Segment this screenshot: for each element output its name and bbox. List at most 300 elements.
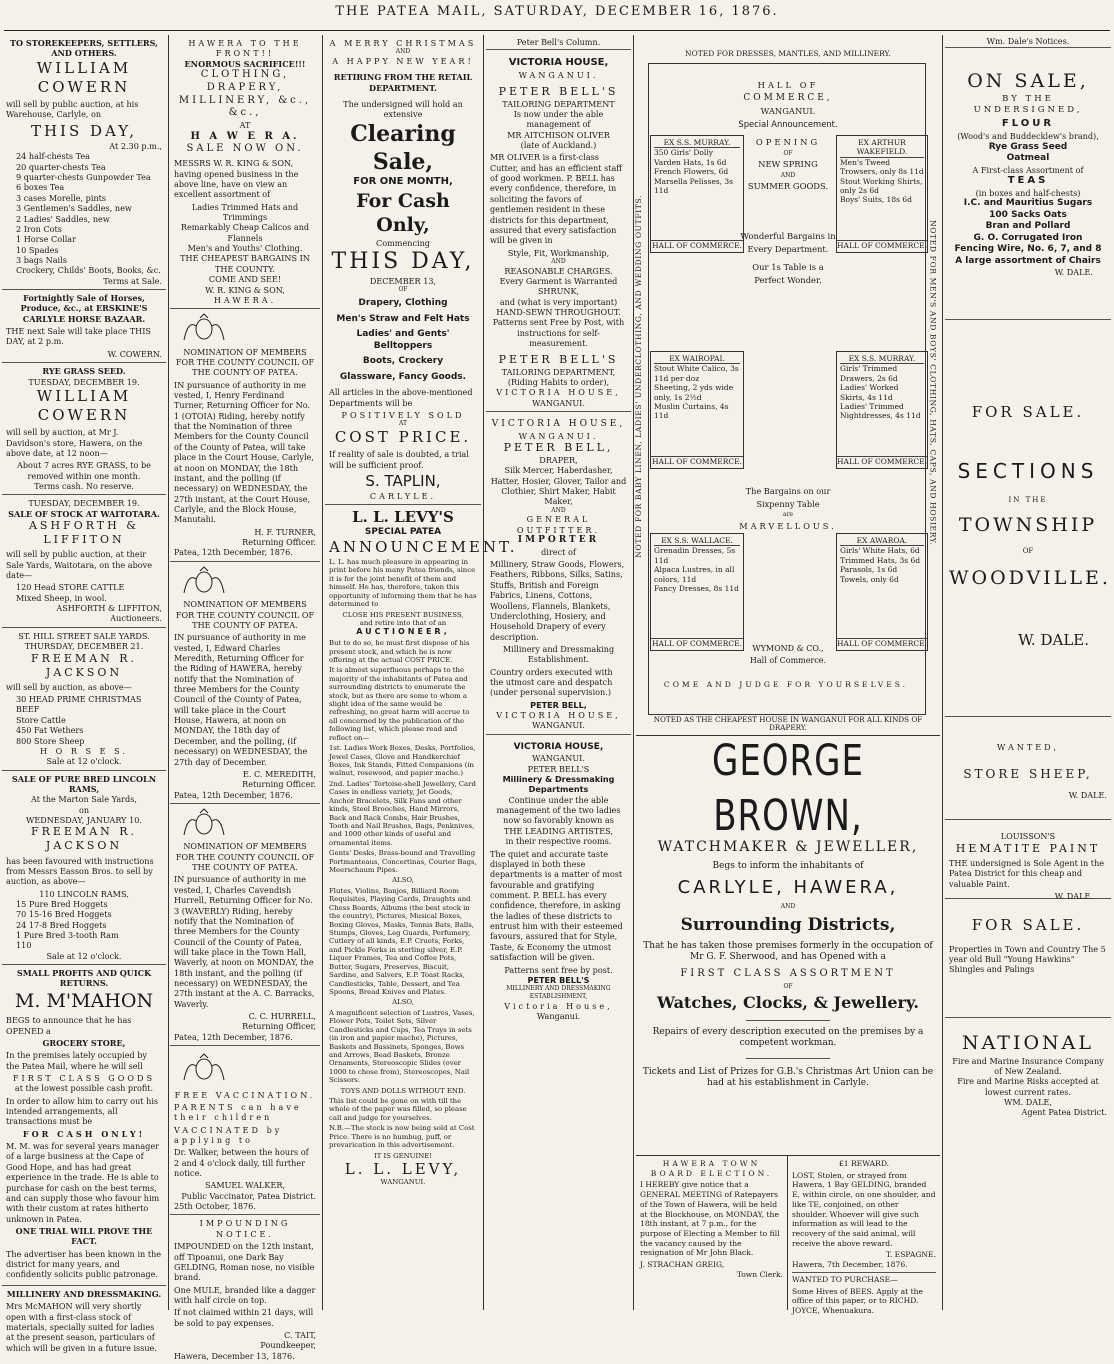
ad-role: Agent Patea District. bbox=[1021, 1107, 1107, 1118]
ad-town: WANGANUI. bbox=[532, 720, 585, 731]
hall-line: The Bargains on our bbox=[745, 486, 831, 496]
ad-item: 3 bags Nails bbox=[16, 254, 67, 265]
box-foot: HALL OF COMMERCE. bbox=[837, 456, 928, 466]
ad-item: STORE SHEEP, bbox=[963, 766, 1093, 781]
ad-place: At the Marton Sale Yards, bbox=[31, 794, 137, 805]
ad-day: THIS DAY, bbox=[30, 121, 138, 140]
ad-charges: REASONABLE CHARGES. bbox=[504, 265, 613, 276]
coat-of-arms-icon bbox=[174, 314, 234, 342]
ad-title: ST. HILL STREET SALE YARDS. bbox=[18, 630, 150, 641]
column-1 bbox=[2, 35, 166, 1353]
ad-line: POSITIVELY SOLD bbox=[341, 409, 465, 420]
ad-signature: W. COWERN. bbox=[107, 348, 162, 359]
ad-auct: AUCTIONEER, bbox=[356, 627, 450, 637]
ad-item: Rye Grass Seed bbox=[988, 141, 1068, 152]
ad-body: It is almost superfluous perhaps to the majority of the inhabitants of Patea and surrounding districts to enumerate the stock, but as there are some to whom a slight idea of the same would be refreshing, no great harm will accrue to all concerned by the publication of the following list, which please read and reflect on— bbox=[329, 666, 470, 742]
ad-line: CLOSE HIS PRESENT BUSINESS, bbox=[342, 610, 464, 619]
hall-line: Our 1s Table is a bbox=[752, 262, 824, 273]
ad-signature: Victoria House, bbox=[504, 1000, 613, 1011]
hall-line: OF bbox=[783, 149, 793, 157]
box-line: Stout Working Shirts, only 2s 6d bbox=[840, 176, 923, 195]
hall-box bbox=[650, 135, 744, 253]
ad-body: THE undersigned is Sole Agent in the Patea District for this cheap and valuable Paint. bbox=[949, 857, 1105, 889]
ad-signature: VICTORIA HOUSE, bbox=[496, 387, 621, 398]
ad-headline: For Cash Only, bbox=[356, 189, 450, 237]
ad-date: WEDNESDAY, JANUARY 10. bbox=[26, 815, 142, 826]
ad-ann: ANNOUNCEMENT. bbox=[329, 537, 518, 556]
ad-item: I.C. and Mauritius Sugars bbox=[963, 198, 1093, 209]
ad-impounding bbox=[170, 1215, 320, 1364]
ad-millinery bbox=[2, 1286, 166, 1358]
hall-line: WYMOND & CO., bbox=[752, 644, 824, 653]
hall-box bbox=[836, 135, 928, 253]
ad-title: TO STOREKEEPERS, SETTLERS, AND OTHERS. bbox=[10, 38, 158, 59]
ad-item: Ladies Trimmed Hats and Trimmings bbox=[191, 201, 299, 223]
ad-terms: Terms at Sale. bbox=[103, 275, 162, 286]
ad-title: NATIONAL bbox=[961, 1032, 1095, 1055]
ad-line: Tickets and List of Prizes for G.B.'s Christmas Art Union can be had at his establishment in Carlyle. bbox=[642, 1066, 934, 1089]
ad-terms: Terms cash. No reserve. bbox=[34, 481, 134, 492]
ad-genuine: IT IS GENUINE! bbox=[373, 1151, 433, 1160]
ad-town-board bbox=[636, 1155, 788, 1310]
ad-in: IN THE bbox=[1008, 496, 1048, 505]
ad-brand: (Wood's and Buddecklew's brand), bbox=[957, 131, 1099, 142]
ad-line: A HAPPY NEW YEAR! bbox=[332, 56, 474, 67]
ad-title: VICTORIA HOUSE, bbox=[513, 741, 604, 752]
ad-body: MESSRS W. R. KING & SON, having opened business in the above line, have on view an excellent assortment of bbox=[174, 158, 299, 200]
ad-signature: T. ESPAGNE. bbox=[885, 1250, 936, 1260]
ad-line: Repairs of every description executed on the premises by a competent workman. bbox=[652, 1026, 924, 1049]
hall-center bbox=[736, 79, 840, 287]
ad-also: ALSO, bbox=[392, 876, 414, 885]
ad-line: OF bbox=[398, 286, 408, 294]
ad-body: In the premises lately occupied by the Patea Mail, where he will sell bbox=[6, 1050, 147, 1071]
ad-item: A First-class Assortment of bbox=[972, 164, 1084, 175]
box-line: Muslin Curtains, 4s 11d bbox=[654, 401, 729, 421]
ad-role: Returning Officer, bbox=[242, 1021, 316, 1032]
hall-line: Sixpenny Table bbox=[756, 498, 820, 509]
ad-mmahon bbox=[2, 965, 166, 1286]
box-line: Fancy Dresses, 8s 11d bbox=[654, 583, 739, 593]
ad-line: AND bbox=[780, 903, 796, 911]
ad-sub: ENORMOUS SACRIFICE!!! bbox=[184, 58, 306, 69]
ad-headline: Clearing Sale, bbox=[350, 120, 456, 175]
ad-vaccination bbox=[170, 1046, 320, 1215]
ad-line: FIRST CLASS ASSORTMENT bbox=[680, 967, 896, 979]
ad-body: MR OLIVER is a first-class Cutter, and has an efficient staff of good workmen. P. BELL has every confidence, therefore, in soliciting the favors of gentlemen resident in these districts for this department, assured that every satisfaction will be given in bbox=[490, 152, 623, 246]
ad-line: DECEMBER 13, bbox=[369, 276, 437, 287]
ad-item: 2 Iron Cots bbox=[16, 223, 62, 234]
ad-line: and retire into that of an bbox=[359, 618, 447, 627]
ad-mgr: MR AITCHISON OLIVER bbox=[507, 129, 610, 140]
ad-king-son bbox=[170, 35, 320, 309]
ad-body: and (what is very important) bbox=[499, 296, 618, 307]
ad-title: £1 REWARD. bbox=[838, 1159, 890, 1168]
box-line: French Flowers, 6d bbox=[654, 167, 729, 177]
ad-line: A MERRY CHRISTMAS bbox=[329, 38, 477, 48]
ad-body: will sell by public auction, at his Warehouse, Carlyle, on bbox=[6, 99, 139, 120]
ad-body: Fire and Marine Risks accepted at lowest current rates. bbox=[957, 1076, 1099, 1097]
ad-item: 30 HEAD PRIME CHRISTMAS BEEF bbox=[16, 694, 142, 715]
ad-item: Oatmeal bbox=[1006, 153, 1050, 164]
column-2 bbox=[170, 35, 320, 1361]
ad-date: Hawera, 7th December, 1876. bbox=[792, 1260, 908, 1270]
ad-item: Fencing Wire, No. 6, 7, and 8 bbox=[954, 244, 1102, 255]
hall-line: AND bbox=[780, 171, 796, 179]
ad-item: 15 Pure Bred Hoggets bbox=[16, 898, 108, 909]
box-foot: HALL OF COMMERCE. bbox=[837, 240, 928, 250]
ad-come: COME AND SEE! bbox=[208, 274, 282, 285]
box-line: Alpaca Lustres, in all colors, 11d bbox=[654, 565, 735, 584]
ad-waitotara bbox=[2, 495, 166, 627]
ad-item: A large assortment of Chairs bbox=[955, 255, 1101, 266]
ad-dressmaking bbox=[486, 735, 631, 1024]
ad-body: BEGS to announce that he has OPENED a bbox=[6, 1015, 132, 1036]
ad-body: Is now under the able management of bbox=[513, 108, 604, 130]
ad-line: That he has taken those premises formerly in the occupation of Mr G. F. Sherwood, and has Opened with a bbox=[643, 940, 933, 963]
ad-date: 25th October, 1876. bbox=[174, 1201, 256, 1212]
ad-body: N.B.—The stock is now being sold at Cost Price. There is no humbug, puff, or prevarication in this advertisement. bbox=[329, 1124, 475, 1150]
ad-reward bbox=[788, 1155, 940, 1316]
box-ship: EX S.S. WALLACE. bbox=[654, 536, 740, 546]
ad-body: THE next Sale will take place THIS DAY, at 2 p.m. bbox=[6, 326, 151, 347]
ad-teas: TEAS bbox=[1007, 174, 1049, 186]
ad-item: Boots, Crockery bbox=[362, 356, 444, 367]
ad-signature: SAMUEL WALKER, bbox=[204, 1180, 286, 1191]
hall-line: Special Announcement. bbox=[738, 118, 838, 129]
hall-box bbox=[650, 533, 744, 651]
ad-time: Sale at 12 o'clock. bbox=[46, 950, 122, 961]
ad-title: FOR SALE. bbox=[971, 403, 1085, 422]
ad-title: RYE GRASS SEED. bbox=[42, 366, 126, 377]
ad-signature: H. F. TURNER, bbox=[254, 526, 316, 537]
ad-sale: SALE NOW ON. bbox=[186, 143, 304, 155]
ad-title: FREE VACCINATION. bbox=[174, 1089, 316, 1100]
ad-signature: (Riding Habits to order), bbox=[507, 376, 610, 387]
ad-item: 9 quarter-chests Gunpowder Tea bbox=[16, 172, 151, 183]
ad-body: Properties in Town and Country The 5 year old Bull "Young Hawkins" Shingles and Palings bbox=[949, 943, 1106, 975]
hall-line: are bbox=[783, 511, 793, 519]
ad-name: GEORGE BROWN, bbox=[711, 736, 865, 841]
ad-body: Continue under the able management of the two ladies now so favorably known as bbox=[496, 794, 621, 826]
ad-rye-grass bbox=[2, 363, 166, 495]
ad-township: TOWNSHIP bbox=[958, 514, 1098, 537]
ad-item: 120 Head STORE CATTLE bbox=[16, 582, 125, 593]
box-ship: EX S.S. MURRAY. bbox=[840, 354, 924, 364]
box-line: 350 Girls' Dolly Varden Hats, 1s 6d bbox=[654, 148, 727, 167]
noted-right: NOTED FOR MEN'S AND BOYS' CLOTHING, HATS, CAPS, AND HOSIERY. bbox=[928, 220, 938, 546]
ad-lead: WILLIAM COWERN bbox=[36, 58, 132, 96]
ad-item: Bran and Pollard bbox=[985, 221, 1071, 232]
ad-st-hill bbox=[2, 628, 166, 771]
ad-body: A magnificent selection of Lustres, Vases, Flower Pots, Toilet Sets, Silver Candlesticks and Cups, Tea Trays in sets (in iron and papier mache), Pictures, Baskets and Bassinets, Sponges, Bows and Arrows, Bead Baskets, Bronze Ornaments, Stereoscopic Slides (over 1000 to chose from), Stereoscopes, Nail Scissors. bbox=[329, 1008, 475, 1085]
ad-date: TUESDAY, DECEMBER 19. bbox=[28, 376, 140, 387]
hall-line: HALL OF bbox=[757, 80, 819, 90]
ad-title: VICTORIA HOUSE, bbox=[491, 419, 626, 430]
ad-time: At 2.30 p.m., bbox=[109, 141, 162, 151]
ad-item: 1 Pure Bred 3-tooth Ram bbox=[16, 930, 119, 941]
ad-body: Gents' Desks, Brass-bound and Travelling Portmanteaus, Concertinas, Courier Bags, Meerschaum Pipes. bbox=[329, 849, 477, 875]
ad-signature: W. DALE. bbox=[1068, 790, 1107, 801]
ad-line: OF bbox=[783, 982, 793, 990]
divider bbox=[746, 1058, 830, 1059]
ad-role: Public Vaccinator, Patea District. bbox=[181, 1190, 316, 1201]
ad-also: ALSO, bbox=[392, 998, 414, 1007]
ad-item: 450 Fat Wethers bbox=[16, 725, 84, 736]
ad-town: WANGANUI. bbox=[518, 70, 599, 81]
hall-center-lower bbox=[696, 485, 880, 532]
ad-town: CARLYLE, HAWERA, bbox=[677, 877, 899, 899]
hall-line: OPENING bbox=[755, 137, 821, 148]
ad-importer: IMPORTER bbox=[517, 535, 600, 546]
box-ship: EX WAIROPAI. bbox=[654, 354, 740, 364]
ad-name: PETER BELL'S bbox=[498, 84, 619, 98]
ad-headline: THIS DAY, bbox=[331, 248, 475, 274]
ad-signature: C. C. HURRELL, bbox=[248, 1011, 316, 1022]
noted-top: NOTED FOR DRESSES, MANTLES, AND MILLINERY. bbox=[685, 49, 891, 58]
ad-title: SALE OF STOCK AT WAITOTARA. bbox=[8, 508, 160, 519]
ad-line: extensive bbox=[383, 109, 423, 120]
ad-dept: TAILORING DEPARTMENT bbox=[502, 98, 615, 109]
ad-title: MILLINERY AND DRESSMAKING. bbox=[6, 1288, 162, 1299]
column-rule bbox=[483, 35, 484, 1310]
column-6 bbox=[945, 35, 1111, 1310]
ad-pat: Patterns sent free by post. bbox=[504, 964, 613, 975]
ad-role: WATCHMAKER & JEWELLER, bbox=[657, 839, 919, 856]
ad-line: Begs to inform the inhabitants of bbox=[712, 860, 864, 871]
ad-item: 6 boxes Tea bbox=[16, 182, 65, 193]
ad-body: IN pursuance of authority in me vested, I, Charles Cavendish Hurrell, Returning Officer for No. 3 (WAVERLY) Riding, hereby notify that the Nomination of three Members for the County Council of the County of Patea, will take place in the Town Hall, Waverly, at noon on MONDAY, the 18th instant, and the polling (if necessary) on WEDNESDAY, the 27th instant at the A. C. Barracks, Waverly. bbox=[174, 874, 315, 1009]
noted-left: NOTED FOR BABY LINEN, LADIES' UNDERCLOTHING, AND WEDDING OUTFITS. bbox=[634, 195, 643, 558]
ad-signature: WM. DALE, bbox=[1004, 1097, 1052, 1108]
ad-cheap: THE CHEAPEST BARGAINS IN THE COUNTY. bbox=[180, 253, 310, 274]
ad-item: Glassware, Fancy Goods. bbox=[339, 371, 467, 382]
column-rule bbox=[942, 35, 943, 1310]
ad-box: (in boxes and half-chests) bbox=[975, 187, 1081, 198]
ad-signature: E. C. MEREDITH, bbox=[242, 768, 316, 779]
ad-wanted bbox=[792, 1272, 936, 1316]
ad-taplin bbox=[325, 35, 481, 505]
box-line: Stout White Calico, 3s 11d per doz bbox=[654, 364, 739, 383]
ad-body: Patterns sent Free by Post, with instructions for self-measurement. bbox=[492, 317, 625, 349]
ad-item: Men's and Youths' Clothing. bbox=[187, 243, 303, 254]
ad-horse-bazaar bbox=[2, 290, 166, 363]
ad-lead: FREEMAN R. JACKSON bbox=[30, 651, 138, 679]
ad-title: NOMINATION OF MEMBERS FOR THE COUNTY COUNCIL OF THE COUNTY OF PATEA. bbox=[175, 346, 315, 378]
ad-signature: S. TAPLIN, bbox=[365, 471, 441, 490]
box-foot: HALL OF COMMERCE. bbox=[651, 240, 742, 250]
hall-box bbox=[836, 351, 928, 469]
ad-signature: L. L. LEVY, bbox=[344, 1159, 462, 1178]
ad-at: AT bbox=[239, 120, 251, 131]
ad-role: Town Clerk. bbox=[736, 1269, 783, 1279]
column-head: Peter Bell's Column. bbox=[486, 35, 631, 50]
ad-body: 1st. Ladies Work Boxes, Desks, Portfolios, Jewel Cases, Glove and Handkerchief Boxes, Ink Stands, Fitted Companions (in walnut, rosewood, and papier mache.) bbox=[329, 744, 476, 778]
ad-item: Mixed Sheep, in wool. bbox=[16, 592, 107, 603]
ad-item: Men's Straw and Felt Hats bbox=[336, 313, 470, 324]
ad-date: Patea, 12th December, 1876. bbox=[174, 1031, 293, 1042]
ad-line: Commencing bbox=[376, 237, 430, 248]
hall-line: Wonderful Bargains in bbox=[740, 231, 836, 242]
box-line: Trimmed Hats, 3s 6d bbox=[840, 555, 921, 565]
ad-cash: FOR CASH ONLY! bbox=[22, 1128, 146, 1139]
ad-storekeepers bbox=[2, 35, 166, 290]
ad-body: L. L. has much pleasure in appearing in print before his many Patea friends, since it is for the joint benefit of them and himself. He has, therefore, taken this opportunity of informing them that he has determined to bbox=[329, 557, 477, 609]
ad-body: This list could be gone on with till the whole of the paper was filled, so please call and judge for yourselves. bbox=[329, 1097, 467, 1122]
ad-date: Patea, 12th December, 1876. bbox=[174, 789, 293, 800]
ad-signature: W. DALE. bbox=[1054, 890, 1093, 901]
ad-line: AND bbox=[395, 48, 411, 56]
ad-title: ON SALE, bbox=[967, 70, 1089, 93]
column-3 bbox=[325, 35, 518, 1310]
hall-box bbox=[650, 351, 744, 469]
ad-item: G. O. Corrugated Iron bbox=[973, 232, 1083, 243]
ad-line: FOR ONE MONTH, bbox=[353, 176, 453, 188]
ad-signature: PETER BELL, bbox=[530, 699, 587, 710]
ad-item: 20 quarter-chests Tea bbox=[16, 161, 106, 172]
ad-town: WANGANUI. bbox=[380, 1178, 426, 1187]
box-foot: HALL OF COMMERCE. bbox=[651, 456, 742, 466]
ad-title: LOUISSON'S bbox=[1000, 831, 1056, 842]
hall-line: MARVELLOUS. bbox=[739, 520, 837, 531]
ad-signature: MILLINERY AND DRESSMAKING ESTABLISHMENT, bbox=[506, 985, 611, 1000]
ad-line: All articles in the above-mentioned Departments will be bbox=[329, 387, 473, 408]
box-line: Grenadin Dresses, 5s 11d bbox=[654, 546, 736, 565]
ad-and: AND bbox=[551, 506, 566, 514]
ad-by: BY THE UNDERSIGNED, bbox=[973, 93, 1083, 115]
box-foot: HALL OF COMMERCE. bbox=[837, 638, 928, 648]
ad-name: M. M'MAHON bbox=[14, 989, 154, 1012]
ad-date: THURSDAY, DECEMBER 21. bbox=[24, 641, 144, 652]
box-ship: EX S.S. MURRAY. bbox=[654, 138, 740, 148]
ad-head: 110 LINCOLN RAMS. bbox=[39, 888, 129, 899]
ad-body: In order to allow him to carry out his intended arrangements, all transactions must be bbox=[6, 1095, 159, 1127]
ad-title: FOR SALE. bbox=[971, 916, 1085, 935]
ad-body: The advertiser has been known in the district for many years, and confidently solicits public patronage. bbox=[6, 1248, 162, 1280]
ad-item: 24 half-chests Tea bbox=[16, 151, 90, 162]
ad-nomination-otoia bbox=[170, 309, 320, 562]
column-rule bbox=[322, 35, 323, 1310]
ad-item: 100 Sacks Oats bbox=[989, 209, 1067, 220]
ad-sub: SPECIAL PATEA bbox=[364, 526, 442, 537]
ad-direct: direct of bbox=[541, 546, 576, 557]
ad-signature: W. DALE. bbox=[1054, 267, 1093, 278]
ad-date: Hawera, December 13, 1876. bbox=[174, 1350, 295, 1361]
box-line: Marsella Pelisses, 3s 11d bbox=[654, 176, 733, 195]
coat-of-arms-icon bbox=[174, 1051, 234, 1085]
ad-dept: Millinery & Dressmaking Departments bbox=[502, 774, 615, 795]
ad-body: VACCINATED by applying to bbox=[174, 1124, 283, 1145]
ad-on-sale bbox=[945, 48, 1111, 320]
column-4 bbox=[486, 35, 631, 1310]
ad-title: NOMINATION OF MEMBERS FOR THE COUNTY COUNCIL OF THE COUNTY OF PATEA. bbox=[175, 599, 315, 630]
column-head: Wm. Dale's Notices. bbox=[945, 35, 1111, 48]
box-line: Parasols, 1s 6d bbox=[840, 565, 898, 575]
hall-line: Perfect Wonder. bbox=[754, 274, 822, 285]
ad-body: IN pursuance of authority in me vested, I, Henry Ferdinand Turner, Returning Officer for No. 1 (OTOIA) Riding, hereby notify that the Nomination of three Members for the County Council of the County of Patea, will take place in the Court House, Carlyle, at noon on MONDAY, the 18th instant, and the polling (if necessary) on WEDNESDAY, the 27th instant, at the Court House, Carlyle, and the Block House, Manutahi. bbox=[174, 379, 314, 525]
hall-come: COME AND JUDGE FOR YOURSELVES. bbox=[663, 680, 909, 689]
box-line: Boys' Suits, 18s 6d bbox=[840, 195, 912, 205]
ad-title: IMPOUNDING NOTICE. bbox=[199, 1218, 291, 1239]
ad-town: WANGANUI. bbox=[532, 753, 585, 764]
ad-item: H O R S E S. bbox=[40, 745, 128, 756]
ad-line: CLOTHING, DRAPERY, MILLINERY, &c., &c., bbox=[178, 69, 312, 119]
ad-body: Millinery, Straw Goods, Flowers, Feathers, Ribbons, Silks, Satins, Stuffs, British and Foreign Fabrics, Linens, Cottons, Woollens, Flannels, Blankets, Underclothing, Hosiery, and Household Drapery of every description. bbox=[490, 559, 625, 642]
box-foot: HALL OF COMMERCE. bbox=[651, 638, 742, 648]
ad-body: But to do so, he must first dispose of his present stock, and which he is now offering at the actual COST PRICE. bbox=[329, 639, 470, 664]
ad-date: Patea, 12th December, 1876. bbox=[174, 547, 293, 558]
hall-line: Hall of Commerce. bbox=[749, 656, 827, 665]
ad-signature: PETER BELL'S bbox=[498, 352, 619, 366]
ad-item: Crockery, Childs' Boots, Books, &c. bbox=[16, 265, 161, 276]
ad-name: PETER BELL, bbox=[503, 440, 614, 454]
ad-item: 24 17-8 Bred Hoggets bbox=[16, 919, 107, 930]
ad-item: 1 Horse Collar bbox=[16, 234, 76, 245]
ad-resp: in their respective rooms. bbox=[505, 836, 612, 847]
divider bbox=[746, 1020, 830, 1021]
ad-levy bbox=[325, 505, 518, 1189]
ad-national bbox=[945, 1018, 1111, 1120]
box-ship: EX ARTHUR WAKEFIELD. bbox=[840, 138, 924, 158]
ad-of: OF bbox=[1022, 547, 1034, 556]
ad-signature: ASHFORTH & LIFFITON, Auctioneers. bbox=[56, 603, 162, 624]
ad-title: Fortnightly Sale of Horses, Produce, &c., at ERSKINE'S CARLYLE HORSE BAZAAR. bbox=[20, 293, 148, 324]
ad-item: Store Cattle bbox=[16, 714, 66, 725]
ad-title: WANTED, bbox=[997, 742, 1059, 753]
ad-line: If reality of sale is doubted, a trial will be sufficient proof. bbox=[329, 449, 469, 470]
ad-body: Mrs McMAHON will very shortly open with a first-class stock of materials, specially suited for ladies at the present season, particulars of which will be given in a future issue. bbox=[6, 1301, 157, 1353]
ad-body: will sell by auction, at Mr J. Davidson's store, Hawera, on the above date, at 12 noon— bbox=[6, 427, 143, 458]
ad-role: Returning Officer. bbox=[242, 537, 316, 548]
ad-nomination-waverly bbox=[170, 804, 320, 1046]
ad-store: GROCERY STORE, bbox=[42, 1037, 126, 1048]
ad-body: If not claimed within 21 days, will be sold to pay expenses. bbox=[174, 1307, 314, 1328]
ad-body: Every Garment is Warranted bbox=[499, 276, 618, 287]
ad-hematite bbox=[945, 820, 1111, 899]
ad-title: NOMINATION OF MEMBERS FOR THE COUNTY COUNCIL OF THE COUNTY OF PATEA. bbox=[175, 841, 315, 873]
box-line: Girls' White Hats, 6d bbox=[840, 546, 920, 556]
ad-goods: FIRST CLASS GOODS bbox=[12, 1072, 156, 1083]
ad-wanted-sheep bbox=[945, 717, 1111, 820]
box-line: Towels, only 6d bbox=[840, 574, 899, 584]
box-line: Sheeting, 2 yds wide only, 1s 2½d bbox=[654, 383, 734, 402]
ad-item: 70 15-16 Bred Hoggets bbox=[16, 909, 112, 920]
ad-town: Wanganui. bbox=[536, 1010, 581, 1021]
ad-item: Ladies' and Gents' Belltoppers bbox=[356, 329, 450, 351]
ad-name: HEMATITE PAINT bbox=[955, 841, 1101, 855]
ad-line: AT bbox=[398, 420, 407, 428]
ad-draper bbox=[486, 412, 631, 735]
ad-item: Drapery, Clothing bbox=[358, 298, 448, 309]
box-line: Girls' Trimmed Drawers, 2s 6d bbox=[840, 364, 898, 383]
ad-body: will sell by public auction, at their Sale Yards, Waitotara, on the above date— bbox=[6, 549, 153, 581]
ad-town: WANGANUI. bbox=[518, 430, 599, 441]
column-5 bbox=[634, 35, 940, 1316]
ad-title: SMALL PROFITS AND QUICK RETURNS. bbox=[16, 968, 152, 989]
ad-art: THE LEADING ARTISTES, bbox=[504, 825, 613, 836]
ad-town: CARLYLE. bbox=[369, 491, 437, 502]
masthead: THE PATEA MAIL, SATURDAY, DECEMBER 16, 1876. bbox=[335, 4, 779, 19]
hall-line: SUMMER GOODS. bbox=[747, 180, 829, 191]
column-rule bbox=[168, 35, 169, 1310]
ad-place: WOODVILLE. bbox=[949, 567, 1111, 590]
ad-goods: Watches, Clocks, & Jewellery. bbox=[656, 993, 919, 1013]
hall-line: NEW SPRING bbox=[758, 158, 818, 169]
ad-item: Remarkably Cheap Calicos and Flannels bbox=[180, 222, 310, 243]
ad-signature: W. DALE. bbox=[1018, 630, 1089, 649]
ad-districts: Surrounding Districts, bbox=[680, 915, 896, 936]
ad-lead: WILLIAM COWERN bbox=[36, 386, 132, 425]
